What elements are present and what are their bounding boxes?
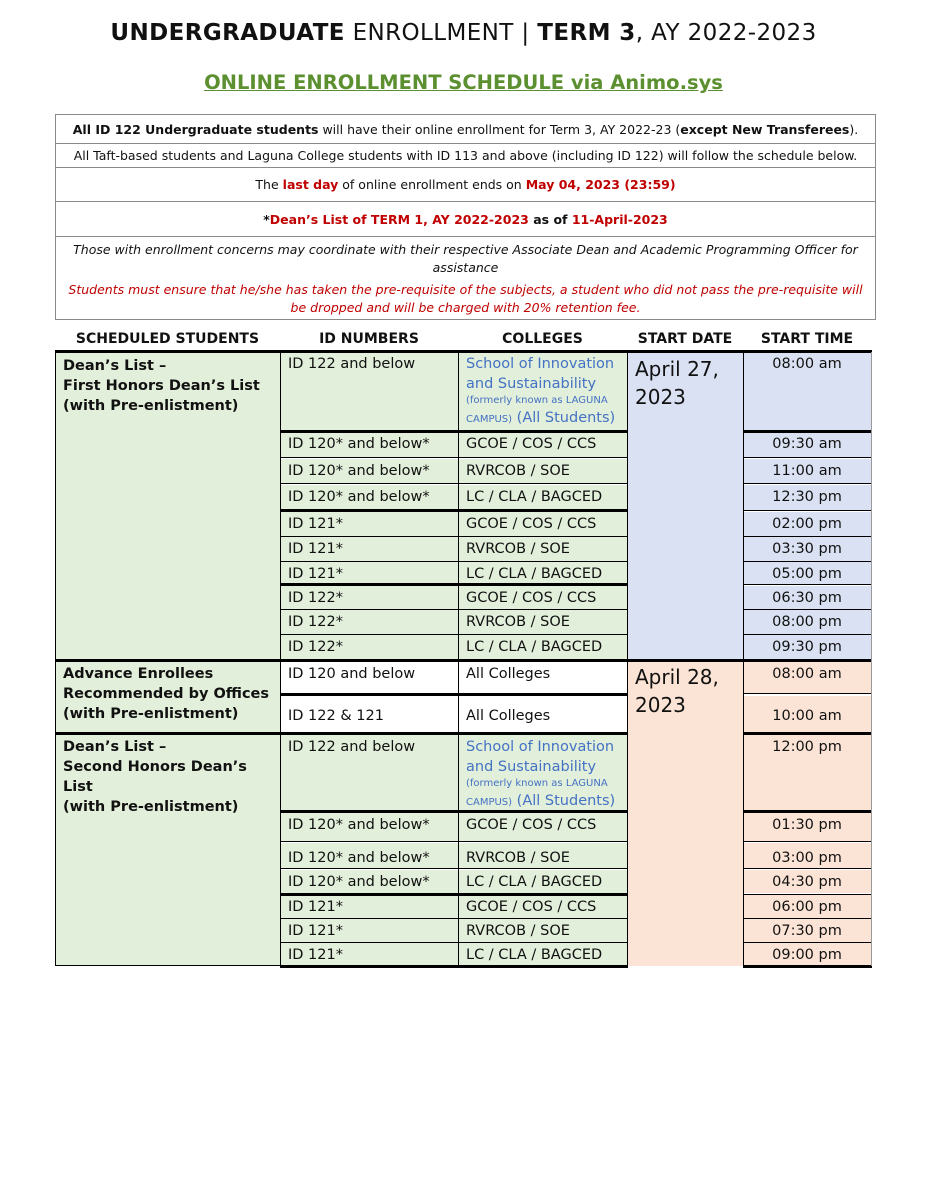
table-row-college: RVRCOB / SOE [458, 537, 627, 561]
table-row-time: 06:30 pm [743, 586, 871, 609]
table-row-time: 12:00 pm [743, 735, 871, 811]
table-row-id: ID 120* and below* [280, 843, 458, 868]
table-row-college: GCOE / COS / CCS [458, 813, 627, 841]
group-second-honors [55, 733, 280, 966]
rule-id-college [280, 430, 628, 433]
row-divider-thick [280, 583, 628, 586]
header-rule [55, 350, 872, 353]
table-row-college: GCOE / COS / CCS [458, 512, 627, 536]
bottom-rule [55, 965, 280, 966]
table-row-time: 04:30 pm [743, 870, 871, 893]
sis2-line2: and Sustainability [466, 759, 597, 775]
row-divider [280, 457, 628, 458]
row-divider [743, 483, 872, 484]
group-second-honors-line2: Second Honors Dean’s List [63, 759, 247, 795]
table-row-time: 03:00 pm [743, 843, 871, 868]
section-rule [55, 659, 872, 662]
date-1-line2: 2023 [635, 385, 686, 409]
group-second-honors-line3: (with Pre-enlistment) [63, 799, 239, 815]
row-divider [743, 693, 872, 694]
note-3-last-day: last day [282, 177, 339, 192]
date-1-line1: April 27, [635, 357, 719, 381]
row-divider [743, 942, 872, 943]
table-row-college: RVRCOB / SOE [458, 843, 627, 868]
row-divider [743, 634, 872, 635]
note-3-text: The [255, 177, 283, 192]
row-divider [743, 918, 872, 919]
table-row-college: RVRCOB / SOE [458, 610, 627, 634]
note-1-except: except New Transferees [680, 121, 850, 137]
table-row-id: ID 121* [280, 512, 458, 536]
table-row-time: 01:30 pm [743, 813, 871, 841]
table-row-college: GCOE / COS / CCS [458, 895, 627, 918]
table-row-id: ID 121* [280, 562, 458, 584]
table-row-college: LC / CLA / BAGCED [458, 485, 627, 510]
header-start-date: START DATE [637, 331, 733, 347]
group-first-honors-line1: Dean’s List – [63, 358, 167, 374]
row-divider [743, 609, 872, 610]
row-divider [280, 561, 628, 562]
table-row-college: All Colleges [458, 662, 627, 693]
table-row-id: ID 122* [280, 635, 458, 659]
row-divider-thick [280, 893, 628, 896]
college-sis-2 [458, 735, 627, 811]
table-row-id: ID 121* [280, 537, 458, 561]
table-row-id: ID 120* and below* [280, 459, 458, 483]
table-row-id: ID 122 & 121 [280, 696, 458, 732]
table-row-id: ID 122* [280, 586, 458, 609]
page-subtitle: ONLINE ENROLLMENT SCHEDULE via Animo.sys [204, 71, 723, 94]
header-colleges: COLLEGES [502, 331, 583, 347]
col-divider [743, 352, 744, 966]
table-row-id: ID 120 and below [280, 662, 458, 693]
college-sis [458, 352, 627, 430]
sis-small-campus: CAMPUS) [466, 414, 513, 425]
table-row-time: 11:00 am [743, 459, 871, 483]
note-3-deadline: May 04, 2023 (23:59) [525, 177, 676, 192]
sis-line1: School of Innovation [466, 356, 615, 372]
col-divider [627, 352, 628, 966]
group-advance-line3: (with Pre-enlistment) [63, 706, 239, 722]
note-4 [56, 201, 875, 236]
note-6: Students must ensure that he/she has taken the pre-requisite of the subjects, a student who did not pass the pre-requisite will be dropped and will be charged with 20% retention fee. [68, 282, 863, 315]
row-divider [280, 483, 628, 484]
table-row-time: 05:00 pm [743, 562, 871, 584]
table-row-id: ID 120* and below* [280, 485, 458, 510]
row-divider [743, 457, 872, 458]
table-row-time: 08:00 pm [743, 610, 871, 634]
table-row-id: ID 120* and below* [280, 813, 458, 841]
table-row-college: LC / CLA / BAGCED [458, 943, 627, 966]
table-row-time: 02:00 pm [743, 512, 871, 536]
table-row-id: ID 120* and below* [280, 432, 458, 457]
sis2-small-line: (formerly known as LAGUNA [466, 778, 608, 789]
table-row-time: 08:00 am [743, 662, 871, 693]
row-divider [743, 584, 872, 585]
sis-line2: and Sustainability [466, 376, 597, 392]
bottom-rule [280, 965, 628, 968]
note-5: Those with enrollment concerns may coordinate with their respective Associate Dean and Academic Programming Officer for assistance [73, 242, 858, 275]
title-undergraduate: UNDERGRADUATE [110, 20, 345, 46]
start-date-april-28 [627, 660, 743, 966]
note-1-text: will have their online enrollment for Term 3, AY 2022-23 ( [318, 121, 681, 137]
note-1-bold: All ID 122 Undergraduate students [72, 121, 319, 137]
row-divider [280, 634, 628, 635]
table-row-time: 08:00 am [743, 352, 871, 430]
row-divider [280, 918, 628, 919]
row-divider [743, 894, 872, 895]
date-2-line1: April 28, [635, 665, 719, 689]
page-title [0, 20, 927, 46]
note-4-deans-list: Dean’s List of TERM 1, AY 2022-2023 [269, 211, 529, 227]
row-divider-thick [280, 693, 628, 696]
group-advance-enrollees [55, 660, 280, 733]
table-row-college: LC / CLA / BAGCED [458, 870, 627, 893]
table-row-time: 09:30 pm [743, 635, 871, 659]
section-rule [55, 732, 628, 735]
table-row-college: GCOE / COS / CCS [458, 586, 627, 609]
table-row-time: 03:30 pm [743, 537, 871, 561]
table-row-id: ID 122 and below [280, 735, 458, 811]
table-row-college: LC / CLA / BAGCED [458, 562, 627, 584]
row-divider [280, 609, 628, 610]
table-row-time: 09:00 pm [743, 943, 871, 966]
col-divider [871, 352, 872, 966]
table-row-college: LC / CLA / BAGCED [458, 635, 627, 659]
title-term: TERM 3 [537, 20, 636, 46]
sis-all-students: (All Students) [516, 410, 616, 426]
table-row-time: 12:30 pm [743, 485, 871, 510]
group-second-honors-line1: Dean’s List – [63, 739, 167, 755]
col-divider [458, 352, 459, 966]
header-id-numbers: ID NUMBERS [319, 331, 419, 347]
table-row-college: RVRCOB / SOE [458, 919, 627, 942]
sis2-line1: School of Innovation [466, 739, 615, 755]
title-ay: , AY 2022-2023 [635, 20, 817, 46]
group-first-honors [55, 352, 280, 660]
note-4-asterisk: * [263, 211, 270, 227]
table-row-college: GCOE / COS / CCS [458, 432, 627, 457]
note-5-6-cell [56, 236, 875, 319]
row-divider [280, 942, 628, 943]
rule-time [743, 430, 872, 433]
table-row-time: 09:30 am [743, 432, 871, 457]
row-divider [743, 510, 872, 511]
group-advance-line1: Advance Enrollees [63, 666, 214, 682]
title-enrollment: ENROLLMENT | [344, 20, 538, 46]
col-divider [280, 352, 281, 966]
note-3 [56, 167, 875, 201]
section-rule [743, 732, 872, 735]
row-divider [280, 841, 628, 842]
table-row-college: All Colleges [458, 696, 627, 732]
table-row-time: 10:00 am [743, 696, 871, 732]
row-divider-thick [280, 810, 628, 813]
start-date-april-27 [627, 352, 743, 660]
row-divider [743, 868, 872, 869]
group-first-honors-line3: (with Pre-enlistment) [63, 398, 239, 414]
sis-small-line: (formerly known as LAGUNA [466, 395, 608, 406]
date-2-line2: 2023 [635, 693, 686, 717]
row-divider [280, 536, 628, 537]
group-first-honors-line2: First Honors Dean’s List [63, 378, 260, 394]
col-divider [55, 352, 56, 966]
note-4-as-of: as of [528, 211, 572, 227]
row-divider [743, 561, 872, 562]
row-divider-thick [743, 810, 872, 813]
table-row-id: ID 121* [280, 919, 458, 942]
table-row-id: ID 121* [280, 895, 458, 918]
table-row-time: 07:30 pm [743, 919, 871, 942]
row-divider [280, 868, 628, 869]
notes-box [55, 114, 876, 320]
table-row-id: ID 122* [280, 610, 458, 634]
sis2-all-students: (All Students) [516, 793, 616, 809]
note-1-end: ). [849, 121, 859, 137]
table-row-time: 06:00 pm [743, 895, 871, 918]
table-row-id: ID 121* [280, 943, 458, 966]
note-4-date: 11-April-2023 [571, 211, 668, 227]
note-1 [56, 115, 875, 143]
table-row-college: RVRCOB / SOE [458, 459, 627, 483]
row-divider [743, 536, 872, 537]
note-3-text-2: of online enrollment ends on [338, 177, 526, 192]
table-row-id: ID 120* and below* [280, 870, 458, 893]
bottom-rule [743, 965, 872, 968]
note-2: All Taft-based students and Laguna College students with ID 113 and above (including ID 122) will follow the schedule below. [56, 143, 875, 167]
row-divider [743, 841, 872, 842]
header-start-time: START TIME [760, 331, 854, 347]
table-row-id: ID 122 and below [280, 352, 458, 430]
sis2-small-campus: CAMPUS) [466, 797, 513, 808]
header-scheduled-students: SCHEDULED STUDENTS [75, 331, 260, 347]
row-divider-thick [280, 509, 628, 512]
group-advance-line2: Recommended by Offices [63, 686, 270, 702]
